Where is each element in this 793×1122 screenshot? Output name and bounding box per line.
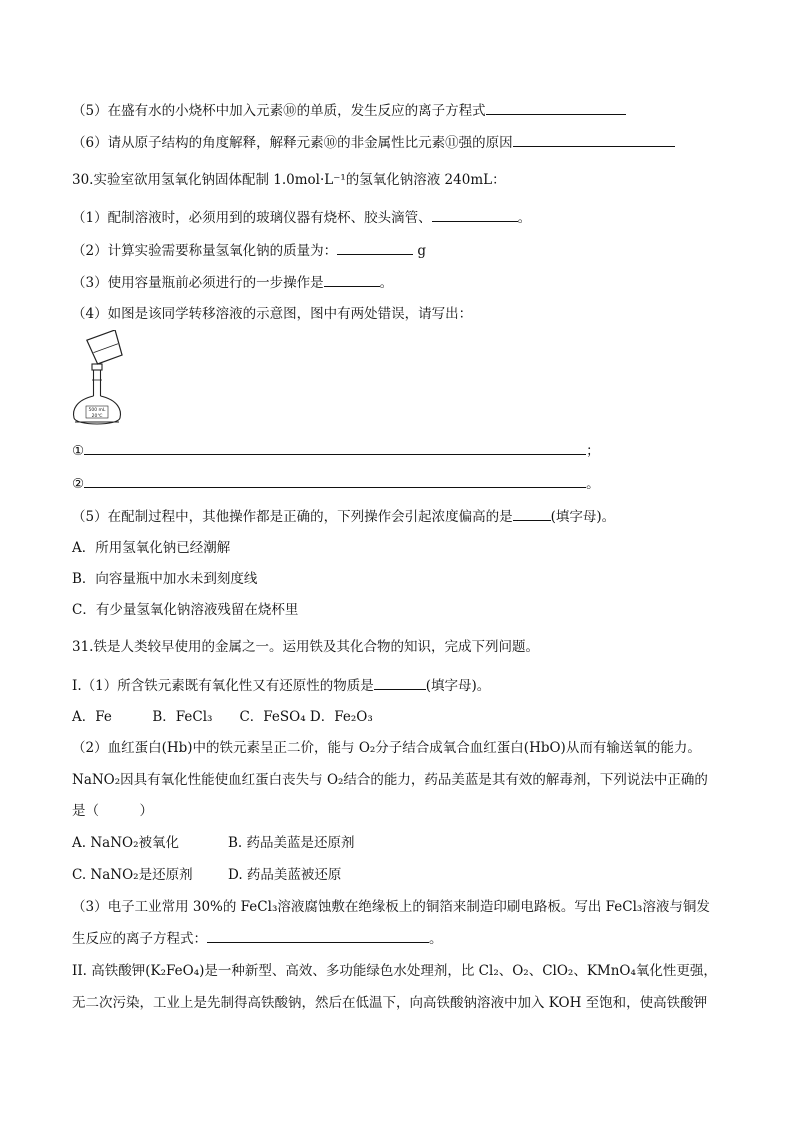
question-31-i2-line1 (72, 738, 701, 758)
question-31-i3-line2 (72, 928, 443, 949)
answer-blank-31-i1[interactable] (374, 675, 426, 690)
question-30-title (72, 170, 506, 190)
question-31-ii-text-1: II. 高铁酸钾(K₂FeO₄)是一种新型、高效、多功能绿色水处理剂，比 Cl₂、O₂、ClO₂、KMnO₄氧化性更强， (72, 963, 717, 979)
answer-blank-30-3[interactable] (324, 272, 380, 287)
flask-label-volume: 500 mL (88, 408, 106, 413)
question-30-5-tail: (填字母)。 (550, 509, 616, 525)
option-c-text: C．有少量氢氧化钠溶液残留在烧杯里 (72, 602, 299, 618)
answer-blank-30-1[interactable] (432, 207, 518, 222)
flask-label-temperature: 20℃ (91, 414, 103, 419)
question-31-i1-options-text: A．Fe B．FeCl₃ C．FeSO₄ D．Fe₂O₃ (72, 709, 373, 725)
option-b-text: B．向容量瓶中加水未到刻度线 (72, 571, 258, 587)
option-d-text: D. 药品美蓝被还原 (228, 867, 342, 883)
period-mark: 。 (429, 931, 443, 947)
option-31-i2-b (228, 833, 355, 853)
question-31-ii-text-2: 无二次污染，工业上是先制得高铁酸钠，然后在低温下，向高铁酸钠溶液中加入 KOH 至饱和，使高铁酸钾 (72, 995, 708, 1011)
option-30-5-c (72, 600, 298, 620)
option-30-5-b (72, 569, 257, 589)
question-6-text: （6）请从原子结构的角度解释，解释元素⑩的非金属性比元素⑪强的原因 (72, 135, 513, 151)
question-6-line (72, 132, 675, 153)
period-mark: 。 (517, 210, 532, 226)
period-mark: 。 (379, 275, 394, 291)
beaker-icon (87, 330, 124, 365)
unit-grams: g (417, 243, 427, 259)
option-b-text: B. 药品美蓝是还原剂 (228, 835, 355, 851)
question-30-1-line (72, 207, 531, 228)
question-31-i1-options (72, 707, 373, 727)
option-31-i2-c (72, 865, 193, 885)
option-a-text: A．所用氢氧化钠已经潮解 (72, 540, 231, 556)
question-31-i1-text: I.（1）所含铁元素既有氧化性又有还原性的物质是 (72, 678, 374, 694)
question-31-i2-line3 (72, 801, 153, 821)
question-31-ii-line1 (72, 961, 717, 981)
question-31-i2-text-2: NaNO₂因具有氧化性能使血红蛋白丧失与 O₂结合的能力，药品美蓝是其有效的解毒剂，下列说法中正确的 (72, 772, 708, 788)
question-30-title-text: 30.实验室欲用氢氧化钠固体配制 1.0mol·L⁻¹的氢氧化钠溶液 240mL： (72, 172, 506, 188)
answer-blank-q5[interactable] (486, 100, 626, 115)
question-31-i2-text-3: 是（ ） (72, 803, 153, 819)
question-30-4-text: （4）如图是该同学转移溶液的示意图，图中有两处错误，请写出： (72, 306, 473, 322)
question-31-i2-line2 (72, 770, 708, 790)
answer-blank-30-2[interactable] (337, 240, 413, 255)
question-31-title (72, 637, 539, 657)
option-30-5-a (72, 538, 230, 558)
question-30-1-text: （1）配制溶液时，必须用到的玻璃仪器有烧杯、胶头滴管、 (72, 210, 432, 226)
volumetric-flask-diagram (68, 330, 134, 430)
question-30-3-line (72, 272, 393, 293)
question-31-i3-line1 (72, 897, 710, 917)
error-1-line (72, 440, 600, 461)
question-31-i3-text-2: 生反应的离子方程式： (72, 931, 207, 947)
error-2-marker: ② (72, 476, 85, 492)
option-c-text: C. NaNO₂是还原剂 (72, 867, 193, 883)
question-30-4-line (72, 304, 472, 324)
question-30-5-line (72, 506, 615, 527)
question-31-i2-text-1: （2）血红蛋白(Hb)中的铁元素呈正二价，能与 O₂分子结合成氧合血红蛋白(HbO)从而有输送氧的能力。 (72, 740, 701, 756)
error-2-line (72, 473, 600, 494)
question-31-i3-text-1: （3）电子工业常用 30%的 FeCl₃溶液腐蚀敷在绝缘板上的铜箔来制造印刷电路板。写出 FeCl₃溶液与铜发 (72, 899, 710, 915)
semicolon-mark: ； (586, 443, 600, 459)
option-31-i2-d (228, 865, 341, 885)
question-5-text: （5）在盛有水的小烧杯中加入元素⑩的单质，发生反应的离子方程式 (72, 103, 486, 119)
question-30-2-line (72, 240, 426, 261)
option-31-i2-a (72, 833, 179, 853)
question-31-ii-line2 (72, 993, 707, 1013)
question-30-3-text: （3）使用容量瓶前必须进行的一步操作是 (72, 275, 324, 291)
answer-blank-q6[interactable] (513, 132, 675, 147)
answer-blank-error-2[interactable] (84, 473, 586, 488)
answer-blank-31-i3[interactable] (207, 928, 429, 943)
answer-blank-30-5[interactable] (513, 506, 551, 521)
question-31-title-text: 31.铁是人类较早使用的金属之一。运用铁及其化合物的知识，完成下列问题。 (72, 639, 539, 655)
error-1-marker: ① (72, 443, 85, 459)
question-30-2-text: （2）计算实验需要称量氢氧化钠的质量为： (72, 243, 338, 259)
question-30-5-text: （5）在配制过程中，其他操作都是正确的，下列操作会引起浓度偏高的是 (72, 509, 513, 525)
answer-blank-error-1[interactable] (84, 440, 586, 455)
question-31-i1-tail: (填字母)。 (425, 678, 491, 694)
question-31-i1-line (72, 675, 490, 696)
question-5-line (72, 100, 626, 121)
period-mark: 。 (586, 476, 600, 492)
option-a-text: A. NaNO₂被氧化 (72, 835, 179, 851)
